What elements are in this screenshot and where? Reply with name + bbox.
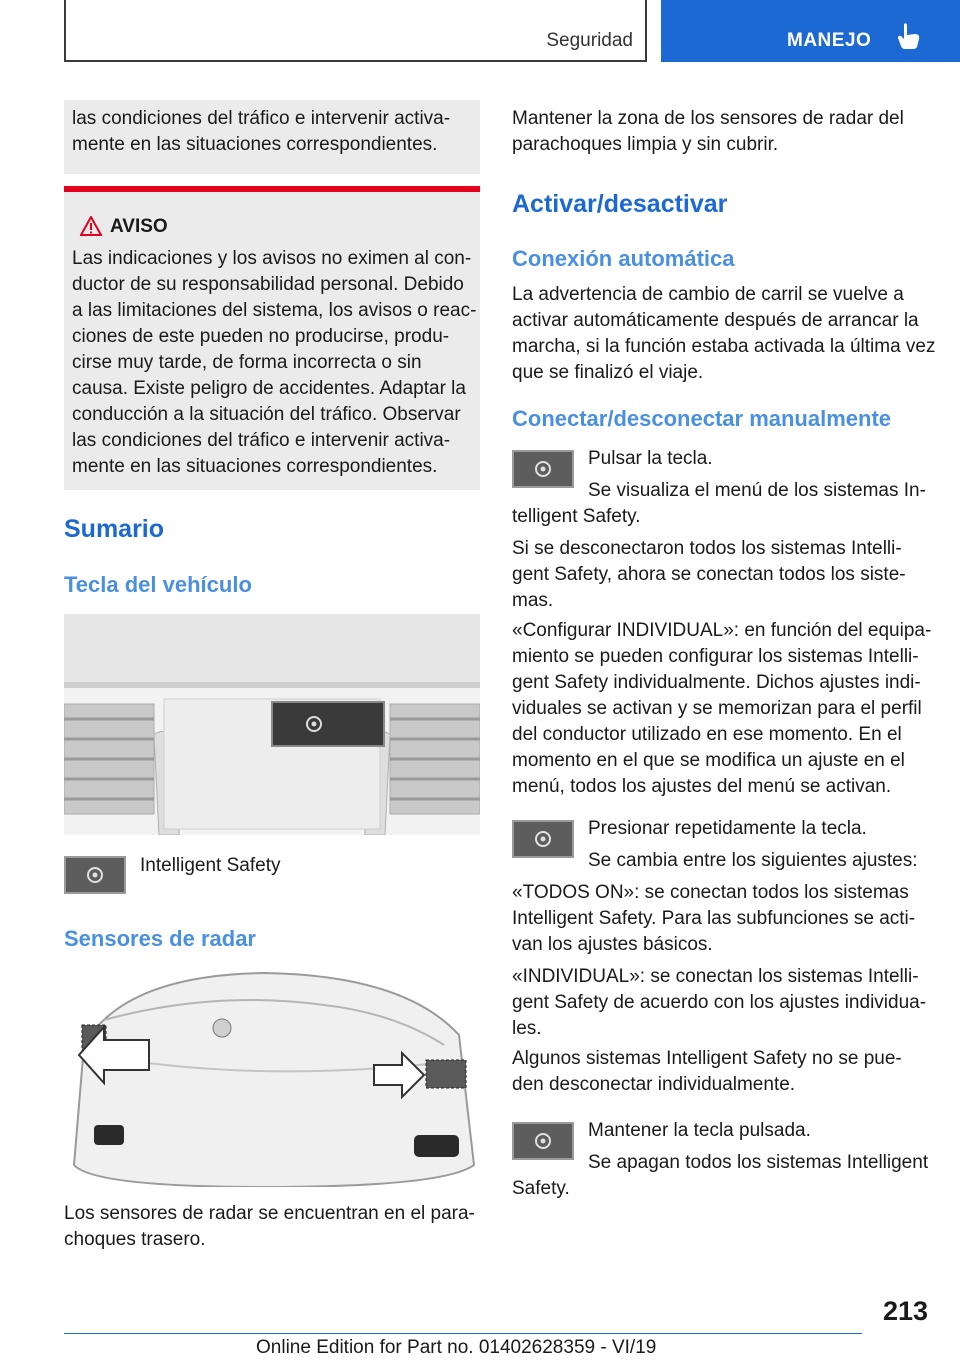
heading-sensores-radar: Sensores de radar [64,926,256,951]
intelligent-safety-key-icon [512,1122,574,1160]
step3-action: Mantener la tecla pulsada. [588,1120,811,1141]
header-section-label: Seguridad [546,30,633,51]
step1-action: Pulsar la tecla. [588,448,713,469]
para-todos-on: «TODOS ON»: se conectan todos los sistemas Intelligent Safety. Para las subfunciones se acti- van los ajustes básicos. [512,882,916,955]
heading-activar-desactivar: Activar/desactivar [512,190,728,218]
sensores-description: Los sensores de radar se encuentran en el para- choques trasero. [64,1203,475,1250]
car-rear-radar-illustration [64,965,480,1187]
para-reconnect: Si se desconectaron todos los sistemas Intelli- gent Safety, ahora se conectan todos los siste- mas. [512,538,906,611]
footer-divider [64,1333,862,1334]
conexion-text: La advertencia de cambio de carril se vuelve a activar automáticamente después de arrancar la marcha, si la función estaba activada la última vez que se finalizó el viaje. [512,284,936,383]
warning-triangle-icon [80,216,102,236]
warning-box [64,186,480,490]
step2-action: Presionar repetidamente la tecla. [588,818,867,839]
warning-text: Las indicaciones y los avisos no eximen al con- ductor de su responsabilidad personal. Debido a las limitaciones del sistema, los avisos o reac- ciones de este pueden no producirse, produ- cirse muy tarde, de forma incorrecta o sin causa. Existe peligro de accidentes. Adaptar la conducción a la situación del tráfico. Observar las condiciones del tráfico e intervenir activa- mente en las situaciones correspondientes. [72,248,477,477]
intelligent-safety-key-icon [512,450,574,488]
step3-result: Se apagan todos los sistemas Intelligent [588,1152,929,1173]
heading-conectar-manual: Conectar/desconectar manualmente [512,406,892,431]
header-tab-label: MANEJO [787,30,872,51]
footer-edition: Online Edition for Part no. 01402628359 - VI/19 [256,1337,657,1358]
dashboard-button-illustration [64,614,480,835]
heading-sumario: Sumario [64,515,165,543]
para-no-desconectar: Algunos sistemas Intelligent Safety no se pue- den desconectar individualmente. [512,1048,902,1095]
heading-conexion-automatica: Conexión automática [512,246,735,271]
para-individual-config: «Configurar INDIVIDUAL»: en función del equipa- miento se pueden configurar los sistemas Intelli- gent Safety individualmente. Dichos ajustes indi- viduales se activan y se memorizan para el perfil del conductor utilizado en ese momento. En el momento en el que se modifica un ajuste en el menú, todos los ajustes del menú se activan. [512,620,932,797]
page-number: 213 [882,1296,928,1326]
heading-tecla-vehiculo: Tecla del vehículo [64,572,252,597]
para-individual: «INDIVIDUAL»: se conectan los sistemas Intelli- gent Safety de acuerdo con los ajustes individua- les. [512,966,927,1039]
key-label: Intelligent Safety [140,855,281,876]
step2-result: Se cambia entre los siguientes ajustes: [588,850,918,871]
intelligent-safety-key-icon [64,856,126,894]
step1-result-cont: telligent Safety. [512,506,641,527]
header-tab-manejo[interactable] [661,0,960,62]
hand-pointing-icon [895,22,921,50]
step1-result: Se visualiza el menú de los sistemas In- [588,480,926,501]
continued-notice-box [64,100,480,174]
header-section-box [64,0,647,62]
intelligent-safety-key-icon [512,820,574,858]
warning-title: AVISO [110,216,168,237]
step3-result-cont: Safety. [512,1178,570,1199]
continued-notice-text: las condiciones del tráfico e intervenir activa- mente en las situaciones correspondientes. [72,108,451,155]
sensores-cleaning-note: Mantener la zona de los sensores de radar del parachoques limpia y sin cubrir. [512,108,904,155]
